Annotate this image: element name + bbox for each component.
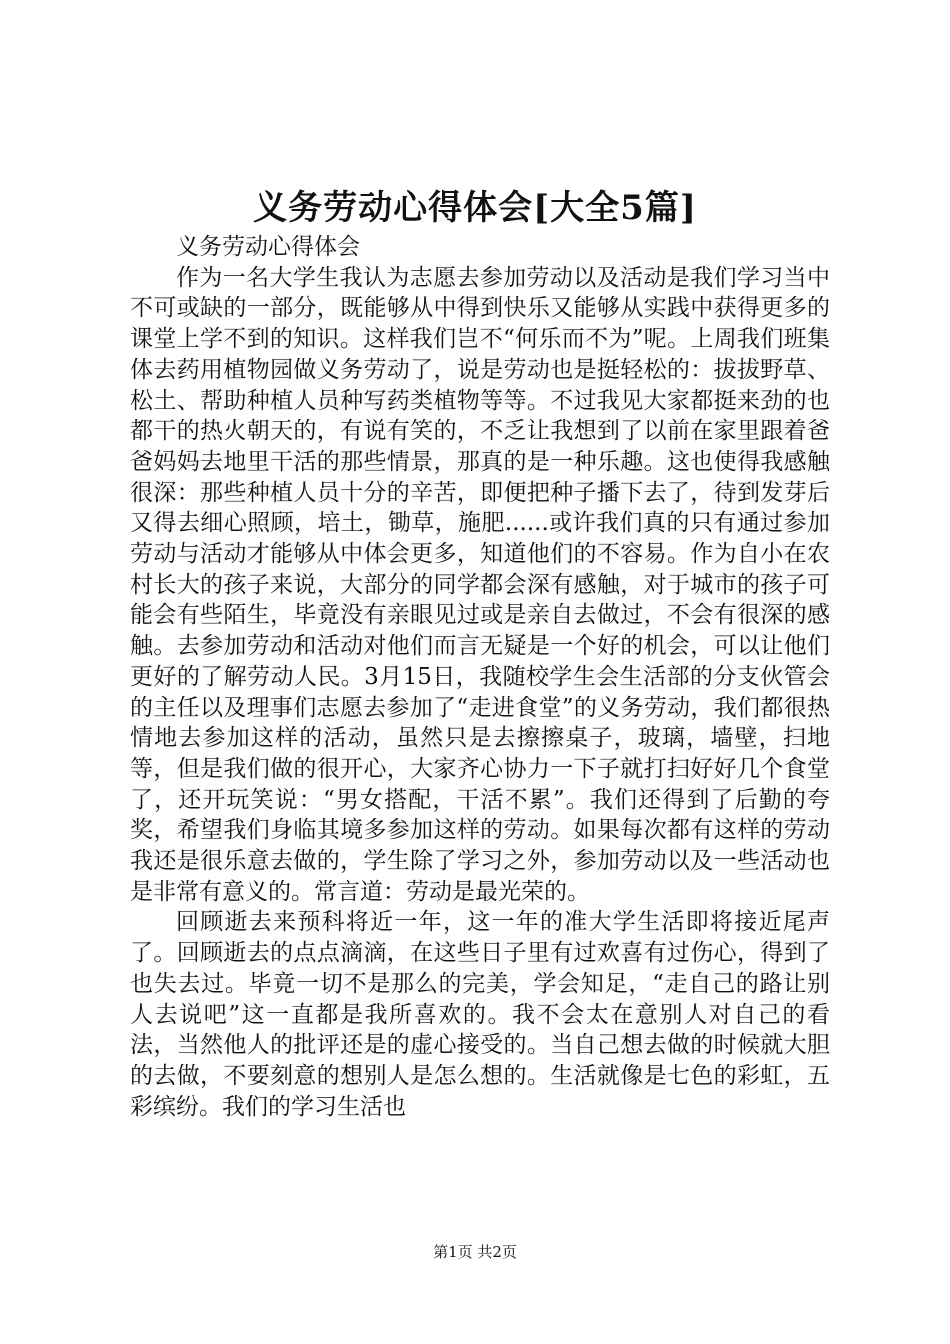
page-footer: 第1页 共2页 [433,1243,517,1261]
document-subtitle: 义务劳动心得体会 [176,234,360,260]
body-paragraph-1: 作为一名大学生我认为志愿去参加劳动以及活动是我们学习当中不可或缺的一部分，既能够从中得到快乐又能够从实践中获得更多的课堂上学不到的知识。这样我们岂不“何乐而不为”呢。上周我们班集体去药用植物园做义务劳动了，说是劳动也是挺轻松的：拔拔野草、松土、帮助种植人员种写药类植物等等。不过我见大家都挺来劲的也都干的热火朝天的，有说有笑的，不乏让我想到了以前在家里跟着爸爸妈妈去地里干活的那些情景，那真的是一种乐趣。这也使得我感触很深：那些种植人员十分的辛苦，即便把种子播下去了，待到发芽后又得去细心照顾，培土，锄草，施肥......或许我们真的只有通过参加劳动与活动才能够从中体会更多，知道他们的不容易。作为自小在农村长大的孩子来说，大部分的同学都会深有感触，对于城市的孩子可能会有些陌生，毕竟没有亲眼见过或是亲自去做过，不会有很深的感触。去参加劳动和活动对他们而言无疑是一个好的机会，可以让他们更好的了解劳动人民。3月15日，我随校学生会生活部的分支伙管会的主任以及理事们志愿去参加了“走进食堂”的义务劳动，我们都很热情地去参加这样的活动，虽然只是去擦擦桌子，玻璃，墙壁，扫地等，但是我们做的很开心，大家齐心协力一下子就打扫好好几个食堂了，还开玩笑说：“男女搭配，干活不累”。我们还得到了后勤的夸奖，希望我们身临其境多参加这样的劳动。如果每次都有这样的劳动我还是很乐意去做的，学生除了学习之外，参加劳动以及一些活动也是非常有意义的。常言道：劳动是最光荣的。 [130,264,830,905]
document-body [130,232,830,1122]
body-paragraph-2: 回顾逝去来预科将近一年，这一年的准大学生活即将接近尾声了。回顾逝去的点点滴滴，在这些日子里有过欢喜有过伤心，得到了也失去过。毕竟一切不是那么的完美，学会知足，“走自己的路让别人去说吧”这一直都是我所喜欢的。我不会太在意别人对自己的看法，当然他人的批评还是的虚心接受的。当自己想去做的时候就大胆的去做，不要刻意的想别人是怎么想的。生活就像是七色的彩虹，五彩缤纷。我们的学习生活也 [130,909,830,1120]
document-title: 义务劳动心得体会[大全5篇] [253,188,697,228]
